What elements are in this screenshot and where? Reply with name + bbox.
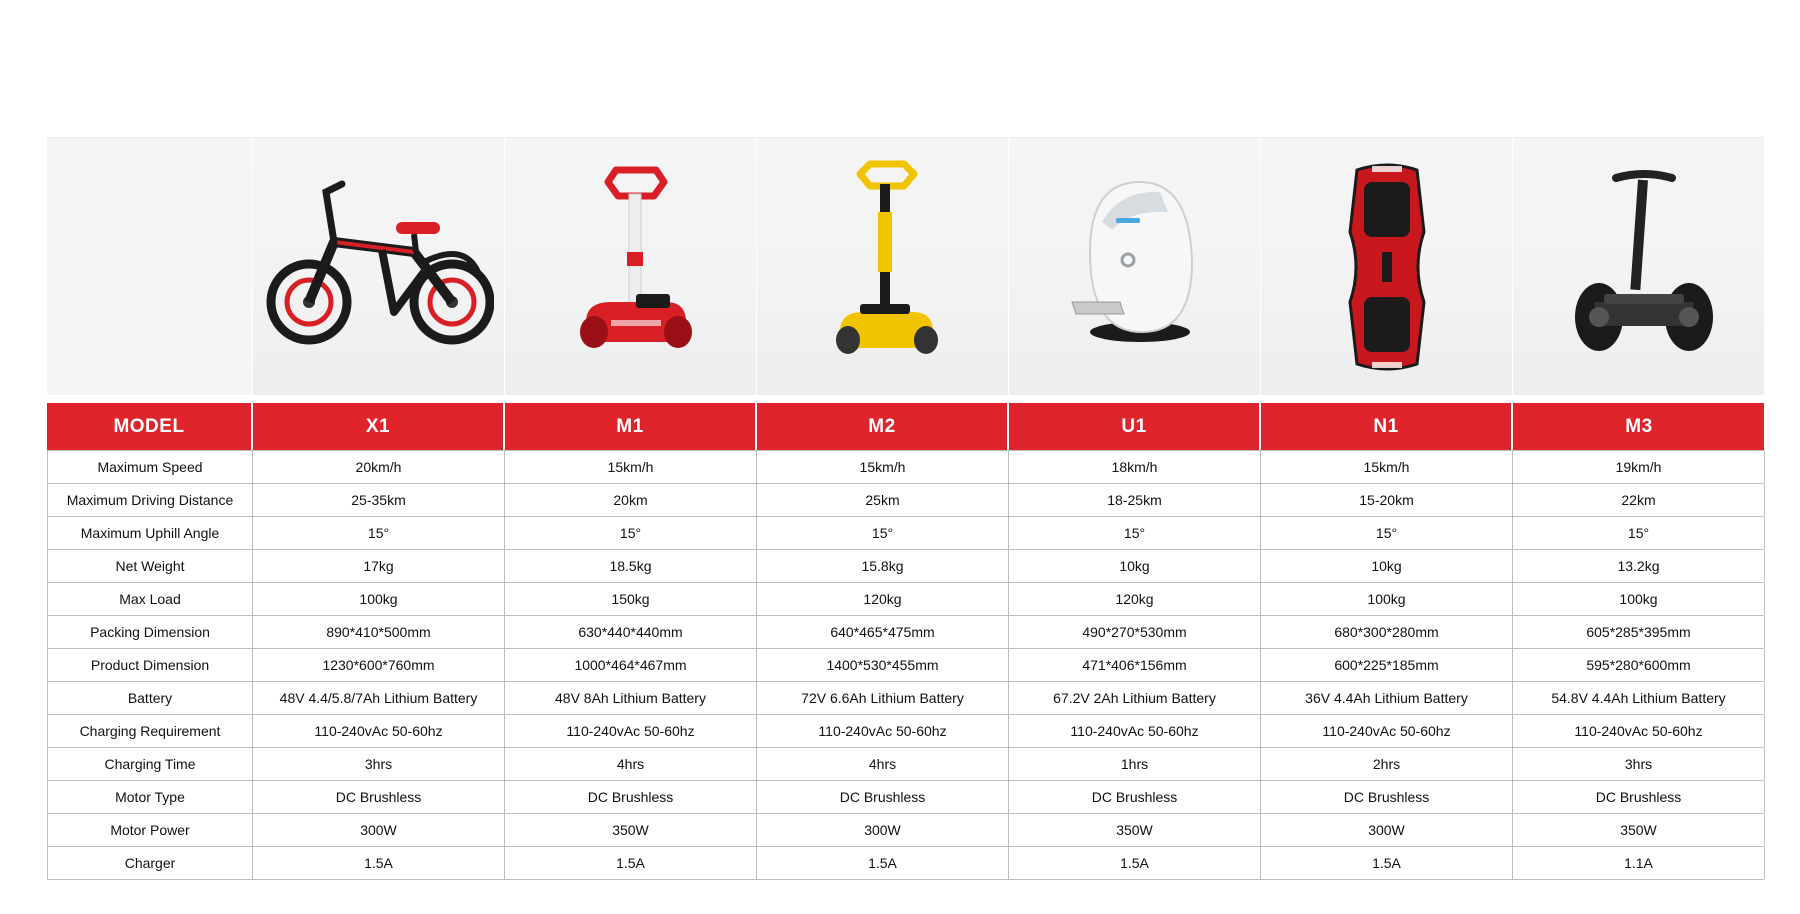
spec-value: 350W <box>505 814 757 846</box>
spacer <box>47 395 1764 403</box>
spec-value: 1.5A <box>253 847 505 879</box>
self-balancing-scooter-icon <box>1524 152 1754 382</box>
spec-value: 110-240vAc 50-60hz <box>1009 715 1261 747</box>
spec-value: 4hrs <box>505 748 757 780</box>
spec-value: 15° <box>757 517 1009 549</box>
spec-label: Maximum Speed <box>47 451 253 483</box>
spec-value: DC Brushless <box>1261 781 1513 813</box>
table-row <box>47 781 1764 814</box>
spec-value: 110-240vAc 50-60hz <box>1261 715 1513 747</box>
spec-value: 100kg <box>253 583 505 615</box>
spec-label: Net Weight <box>47 550 253 582</box>
product-photo-x1 <box>253 138 505 395</box>
spec-rows <box>47 450 1764 880</box>
spec-label: Maximum Uphill Angle <box>47 517 253 549</box>
spec-value: 54.8V 4.4Ah Lithium Battery <box>1513 682 1765 714</box>
spec-value: 595*280*600mm <box>1513 649 1765 681</box>
spec-value: 18km/h <box>1009 451 1261 483</box>
product-photo-n1 <box>1261 138 1513 395</box>
spec-value: 350W <box>1009 814 1261 846</box>
table-row <box>47 616 1764 649</box>
spec-value: 110-240vAc 50-60hz <box>1513 715 1765 747</box>
electric-bicycle-icon <box>264 152 494 382</box>
table-row <box>47 583 1764 616</box>
spec-value: 1.5A <box>1261 847 1513 879</box>
spec-value: 1400*530*455mm <box>757 649 1009 681</box>
spec-value: 15° <box>1513 517 1765 549</box>
spec-value: 640*465*475mm <box>757 616 1009 648</box>
spec-value: 600*225*185mm <box>1261 649 1513 681</box>
model-header-label: MODEL <box>47 403 253 450</box>
spec-value: 1hrs <box>1009 748 1261 780</box>
spec-value: 300W <box>1261 814 1513 846</box>
spec-value: 22km <box>1513 484 1765 516</box>
product-photo-m1 <box>505 138 757 395</box>
spec-value: 67.2V 2Ah Lithium Battery <box>1009 682 1261 714</box>
spec-label: Max Load <box>47 583 253 615</box>
spec-value: 1000*464*467mm <box>505 649 757 681</box>
spec-value: 680*300*280mm <box>1261 616 1513 648</box>
spec-value: 15° <box>1009 517 1261 549</box>
spec-value: 1.5A <box>505 847 757 879</box>
spec-value: 18-25km <box>1009 484 1261 516</box>
spec-value: 25-35km <box>253 484 505 516</box>
table-row <box>47 550 1764 583</box>
model-name-u1: U1 <box>1009 403 1261 450</box>
spec-label: Motor Power <box>47 814 253 846</box>
spec-value: 471*406*156mm <box>1009 649 1261 681</box>
spec-label: Battery <box>47 682 253 714</box>
mini-segway-icon <box>516 152 746 382</box>
spec-value: 1.5A <box>1009 847 1261 879</box>
spec-value: 490*270*530mm <box>1009 616 1261 648</box>
spec-value: 4hrs <box>757 748 1009 780</box>
spec-label: Motor Type <box>47 781 253 813</box>
spec-value: 120kg <box>1009 583 1261 615</box>
spec-value: 110-240vAc 50-60hz <box>253 715 505 747</box>
spec-value: 300W <box>253 814 505 846</box>
spec-value: 100kg <box>1513 583 1765 615</box>
model-name-x1: X1 <box>253 403 505 450</box>
spec-label: Packing Dimension <box>47 616 253 648</box>
spec-value: 1230*600*760mm <box>253 649 505 681</box>
spec-value: 15km/h <box>757 451 1009 483</box>
spec-value: DC Brushless <box>253 781 505 813</box>
spec-value: 20km <box>505 484 757 516</box>
table-row <box>47 517 1764 550</box>
spec-value: 15-20km <box>1261 484 1513 516</box>
spec-value: 20km/h <box>253 451 505 483</box>
product-photo-u1 <box>1009 138 1261 395</box>
spec-label: Product Dimension <box>47 649 253 681</box>
spec-value: 15.8kg <box>757 550 1009 582</box>
spec-value: 15km/h <box>505 451 757 483</box>
spec-value: 48V 8Ah Lithium Battery <box>505 682 757 714</box>
model-name-m1: M1 <box>505 403 757 450</box>
spec-value: 100kg <box>1261 583 1513 615</box>
spec-label: Charging Time <box>47 748 253 780</box>
spec-label: Maximum Driving Distance <box>47 484 253 516</box>
model-name-m3: M3 <box>1625 415 1653 437</box>
spec-value: 300W <box>757 814 1009 846</box>
spec-value: 150kg <box>505 583 757 615</box>
spec-value: 350W <box>1513 814 1765 846</box>
spec-value: 1.5A <box>757 847 1009 879</box>
spec-value: 15° <box>253 517 505 549</box>
spec-value: DC Brushless <box>505 781 757 813</box>
spec-value: 17kg <box>253 550 505 582</box>
spec-value: DC Brushless <box>1513 781 1765 813</box>
spec-value: 15° <box>1261 517 1513 549</box>
spec-value: 605*285*395mm <box>1513 616 1765 648</box>
spec-value: 48V 4.4/5.8/7Ah Lithium Battery <box>253 682 505 714</box>
electric-unicycle-icon <box>1020 152 1250 382</box>
model-header-row <box>47 403 1764 450</box>
product-photo-row <box>47 137 1764 395</box>
table-row <box>47 748 1764 781</box>
spec-value: 15km/h <box>1261 451 1513 483</box>
spec-value: 110-240vAc 50-60hz <box>505 715 757 747</box>
spec-value: 120kg <box>757 583 1009 615</box>
product-photo-m2 <box>757 138 1009 395</box>
model-name-m2: M2 <box>757 403 1009 450</box>
spec-value: 110-240vAc 50-60hz <box>757 715 1009 747</box>
hoverboard-icon <box>1272 152 1502 382</box>
photo-corner-blank <box>47 138 253 395</box>
table-row <box>47 484 1764 517</box>
product-photo-m3 <box>1513 138 1765 395</box>
spec-value: 890*410*500mm <box>253 616 505 648</box>
model-name-n1: N1 <box>1261 403 1513 450</box>
table-row <box>47 682 1764 715</box>
mini-segway-icon <box>768 152 998 382</box>
spec-value: 15° <box>505 517 757 549</box>
spec-value: DC Brushless <box>1009 781 1261 813</box>
table-row <box>47 847 1764 880</box>
spec-value: 10kg <box>1009 550 1261 582</box>
spec-value: 2hrs <box>1261 748 1513 780</box>
spec-value: 19km/h <box>1513 451 1765 483</box>
spec-value: DC Brushless <box>757 781 1009 813</box>
spec-value: 630*440*440mm <box>505 616 757 648</box>
table-row <box>47 649 1764 682</box>
spec-value: 1.1A <box>1513 847 1765 879</box>
spec-value: 18.5kg <box>505 550 757 582</box>
spec-value: 13.2kg <box>1513 550 1765 582</box>
spec-value: 10kg <box>1261 550 1513 582</box>
table-row <box>47 814 1764 847</box>
spec-label: Charger <box>47 847 253 879</box>
spec-value: 3hrs <box>1513 748 1765 780</box>
spec-value: 3hrs <box>253 748 505 780</box>
spec-value: 36V 4.4Ah Lithium Battery <box>1261 682 1513 714</box>
table-row <box>47 715 1764 748</box>
spec-value: 72V 6.6Ah Lithium Battery <box>757 682 1009 714</box>
spec-sheet <box>47 137 1764 880</box>
spec-value: 25km <box>757 484 1009 516</box>
spec-label: Charging Requirement <box>47 715 253 747</box>
table-row <box>47 451 1764 484</box>
